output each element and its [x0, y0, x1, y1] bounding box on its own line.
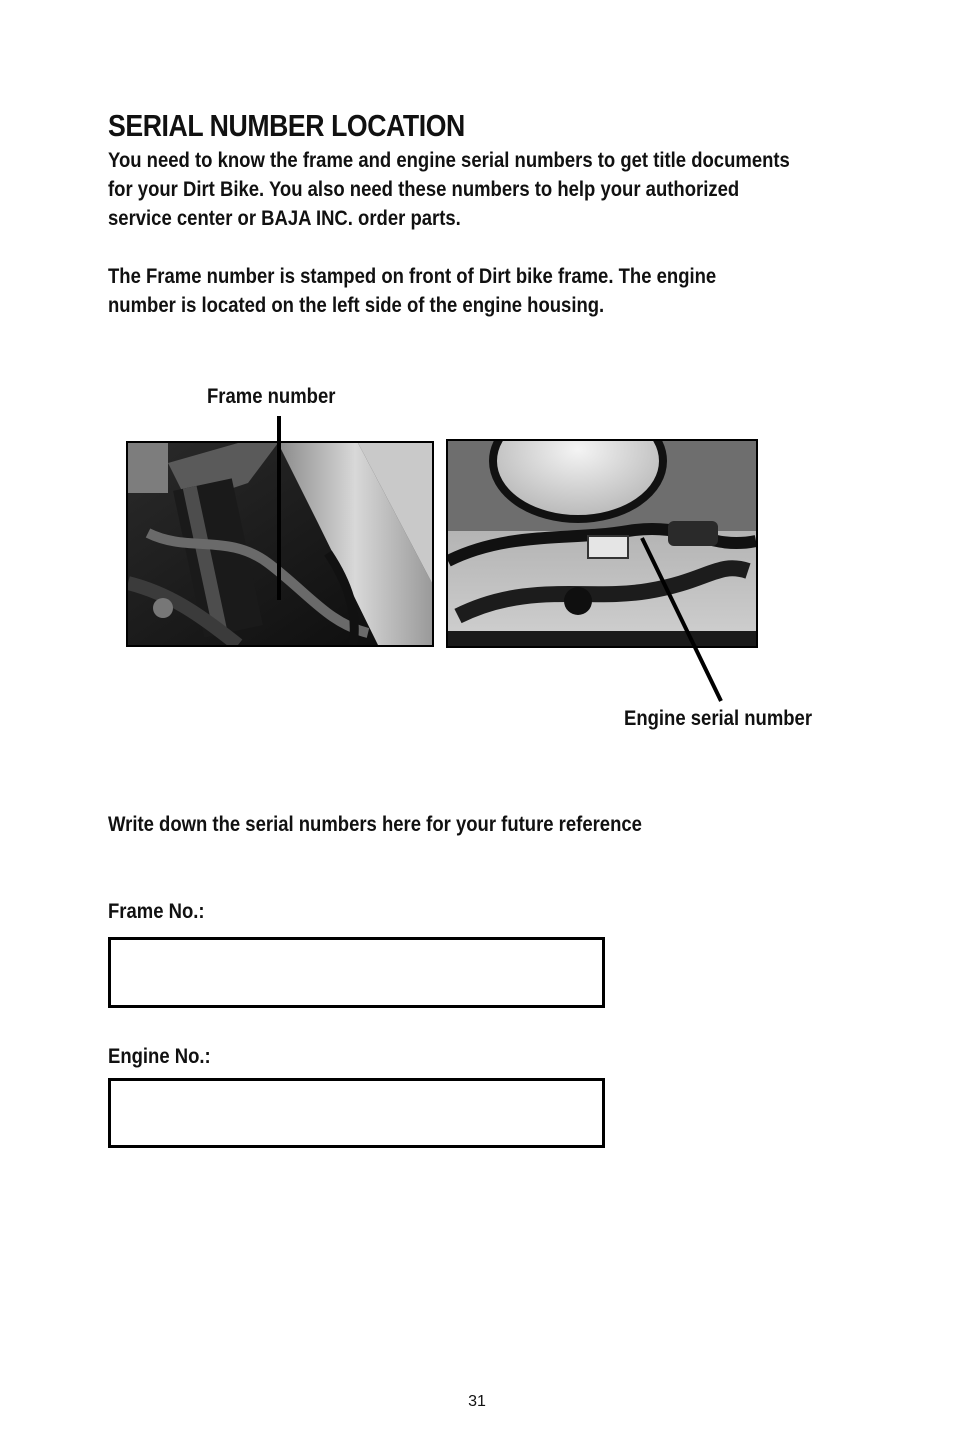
instruction-text: Write down the serial numbers here for your future reference [108, 812, 642, 836]
frame-no-label: Frame No.: [108, 899, 205, 923]
intro-line: You need to know the frame and engine serial numbers to get title documents [108, 148, 790, 172]
location-line: The Frame number is stamped on front of Dirt bike frame. The engine [108, 264, 717, 288]
engine-no-label: Engine No.: [108, 1044, 211, 1068]
intro-line: for your Dirt Bike. You also need these numbers to help your authorized [108, 177, 740, 201]
frame-number-callout: Frame number [207, 384, 336, 408]
engine-serial-callout: Engine serial number [624, 706, 813, 730]
page-title: SERIAL NUMBER LOCATION [108, 108, 465, 143]
page-number: 31 [468, 1393, 486, 1410]
location-line: number is located on the left side of the engine housing. [108, 293, 605, 317]
intro-line: service center or BAJA INC. order parts. [108, 206, 461, 230]
engine-no-field[interactable] [108, 1078, 605, 1148]
engine-callout-line [642, 538, 721, 701]
frame-no-field[interactable] [108, 937, 605, 1008]
